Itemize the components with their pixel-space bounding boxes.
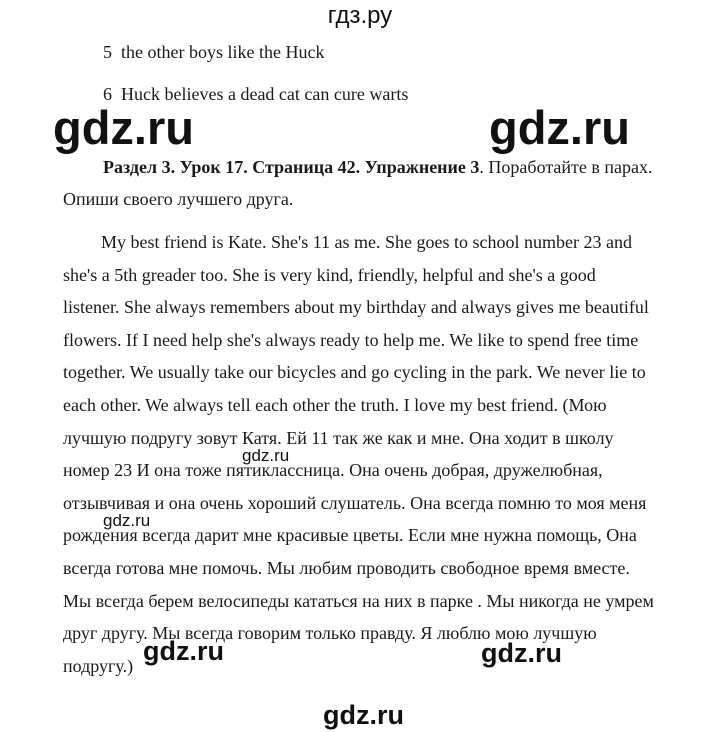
watermark-logo: gdz.ru — [323, 700, 404, 730]
paragraph-line: together. We usually take our bicycles and go cycling in the park. We never lie to — [63, 362, 646, 383]
paragraph-line: flowers. If I need help she's always ready to help me. We like to spend free time — [63, 329, 639, 350]
paragraph-line: лучшую подругу зовут Катя. Ей 11 так же как и мне. Она ходит в школу — [63, 427, 614, 448]
watermark-logo: gdz.ru — [489, 101, 630, 154]
exercise-heading-bold: Раздел 3. Урок 17. Страница 42. Упражнение 3 — [103, 157, 480, 177]
watermark-logo: gdz.ru — [53, 101, 194, 154]
paragraph-line: My best friend is Kate. She's 11 as me. She goes to school number 23 and — [101, 232, 632, 252]
answer-item-5 — [103, 42, 324, 63]
exercise-heading — [103, 157, 703, 178]
answer-number: 5 — [103, 42, 112, 62]
paragraph-line: друг другу. Мы всегда говорим только правду. Я люблю мою лучшую — [63, 623, 597, 644]
paragraph-line: listener. She always remembers about my birthday and always gives me beautiful — [63, 297, 649, 318]
answer-number: 6 — [103, 84, 112, 104]
watermark-logo: gdz.ru — [481, 638, 562, 668]
watermark-logo: gdz.ru — [103, 511, 151, 530]
paragraph-line: each other. We always tell each other the truth. I love my best friend. (Мою — [63, 394, 607, 415]
paragraph-line: подругу.) — [63, 655, 134, 676]
paragraph-line: отзывчивая и она очень хороший слушатель. Она всегда помню то моя меня — [63, 492, 647, 513]
answer-text: the other boys like the Huck — [121, 42, 325, 62]
exercise-task: Опиши своего лучшего друга. — [63, 189, 294, 209]
answer-paragraph — [63, 226, 663, 682]
paragraph-line: Мы всегда берем велосипеды кататься на них в парке . Мы никогда не умрем — [63, 590, 654, 611]
paragraph-line: рождения всегда дарит мне красивые цветы. Если мне нужна помощь, Она — [63, 525, 637, 546]
site-title: гдз.ру — [327, 2, 393, 29]
watermark-logo: gdz.ru — [143, 636, 224, 666]
paragraph-line: всегда готова мне помочь. Мы любим проводить свободное время вместе. — [63, 557, 630, 578]
answer-text: Huck believes a dead cat can cure warts — [121, 84, 409, 104]
paragraph-line: she's a 5th greader too. She is very kind, friendly, helpful and she's a good — [63, 264, 596, 285]
watermark-logo: gdz.ru — [242, 446, 290, 465]
paragraph-line: номер 23 И она тоже пятиклассница. Она очень добрая, дружелюбная, — [63, 460, 603, 481]
exercise-heading-rest: . Поработайте в парах. — [479, 157, 653, 177]
